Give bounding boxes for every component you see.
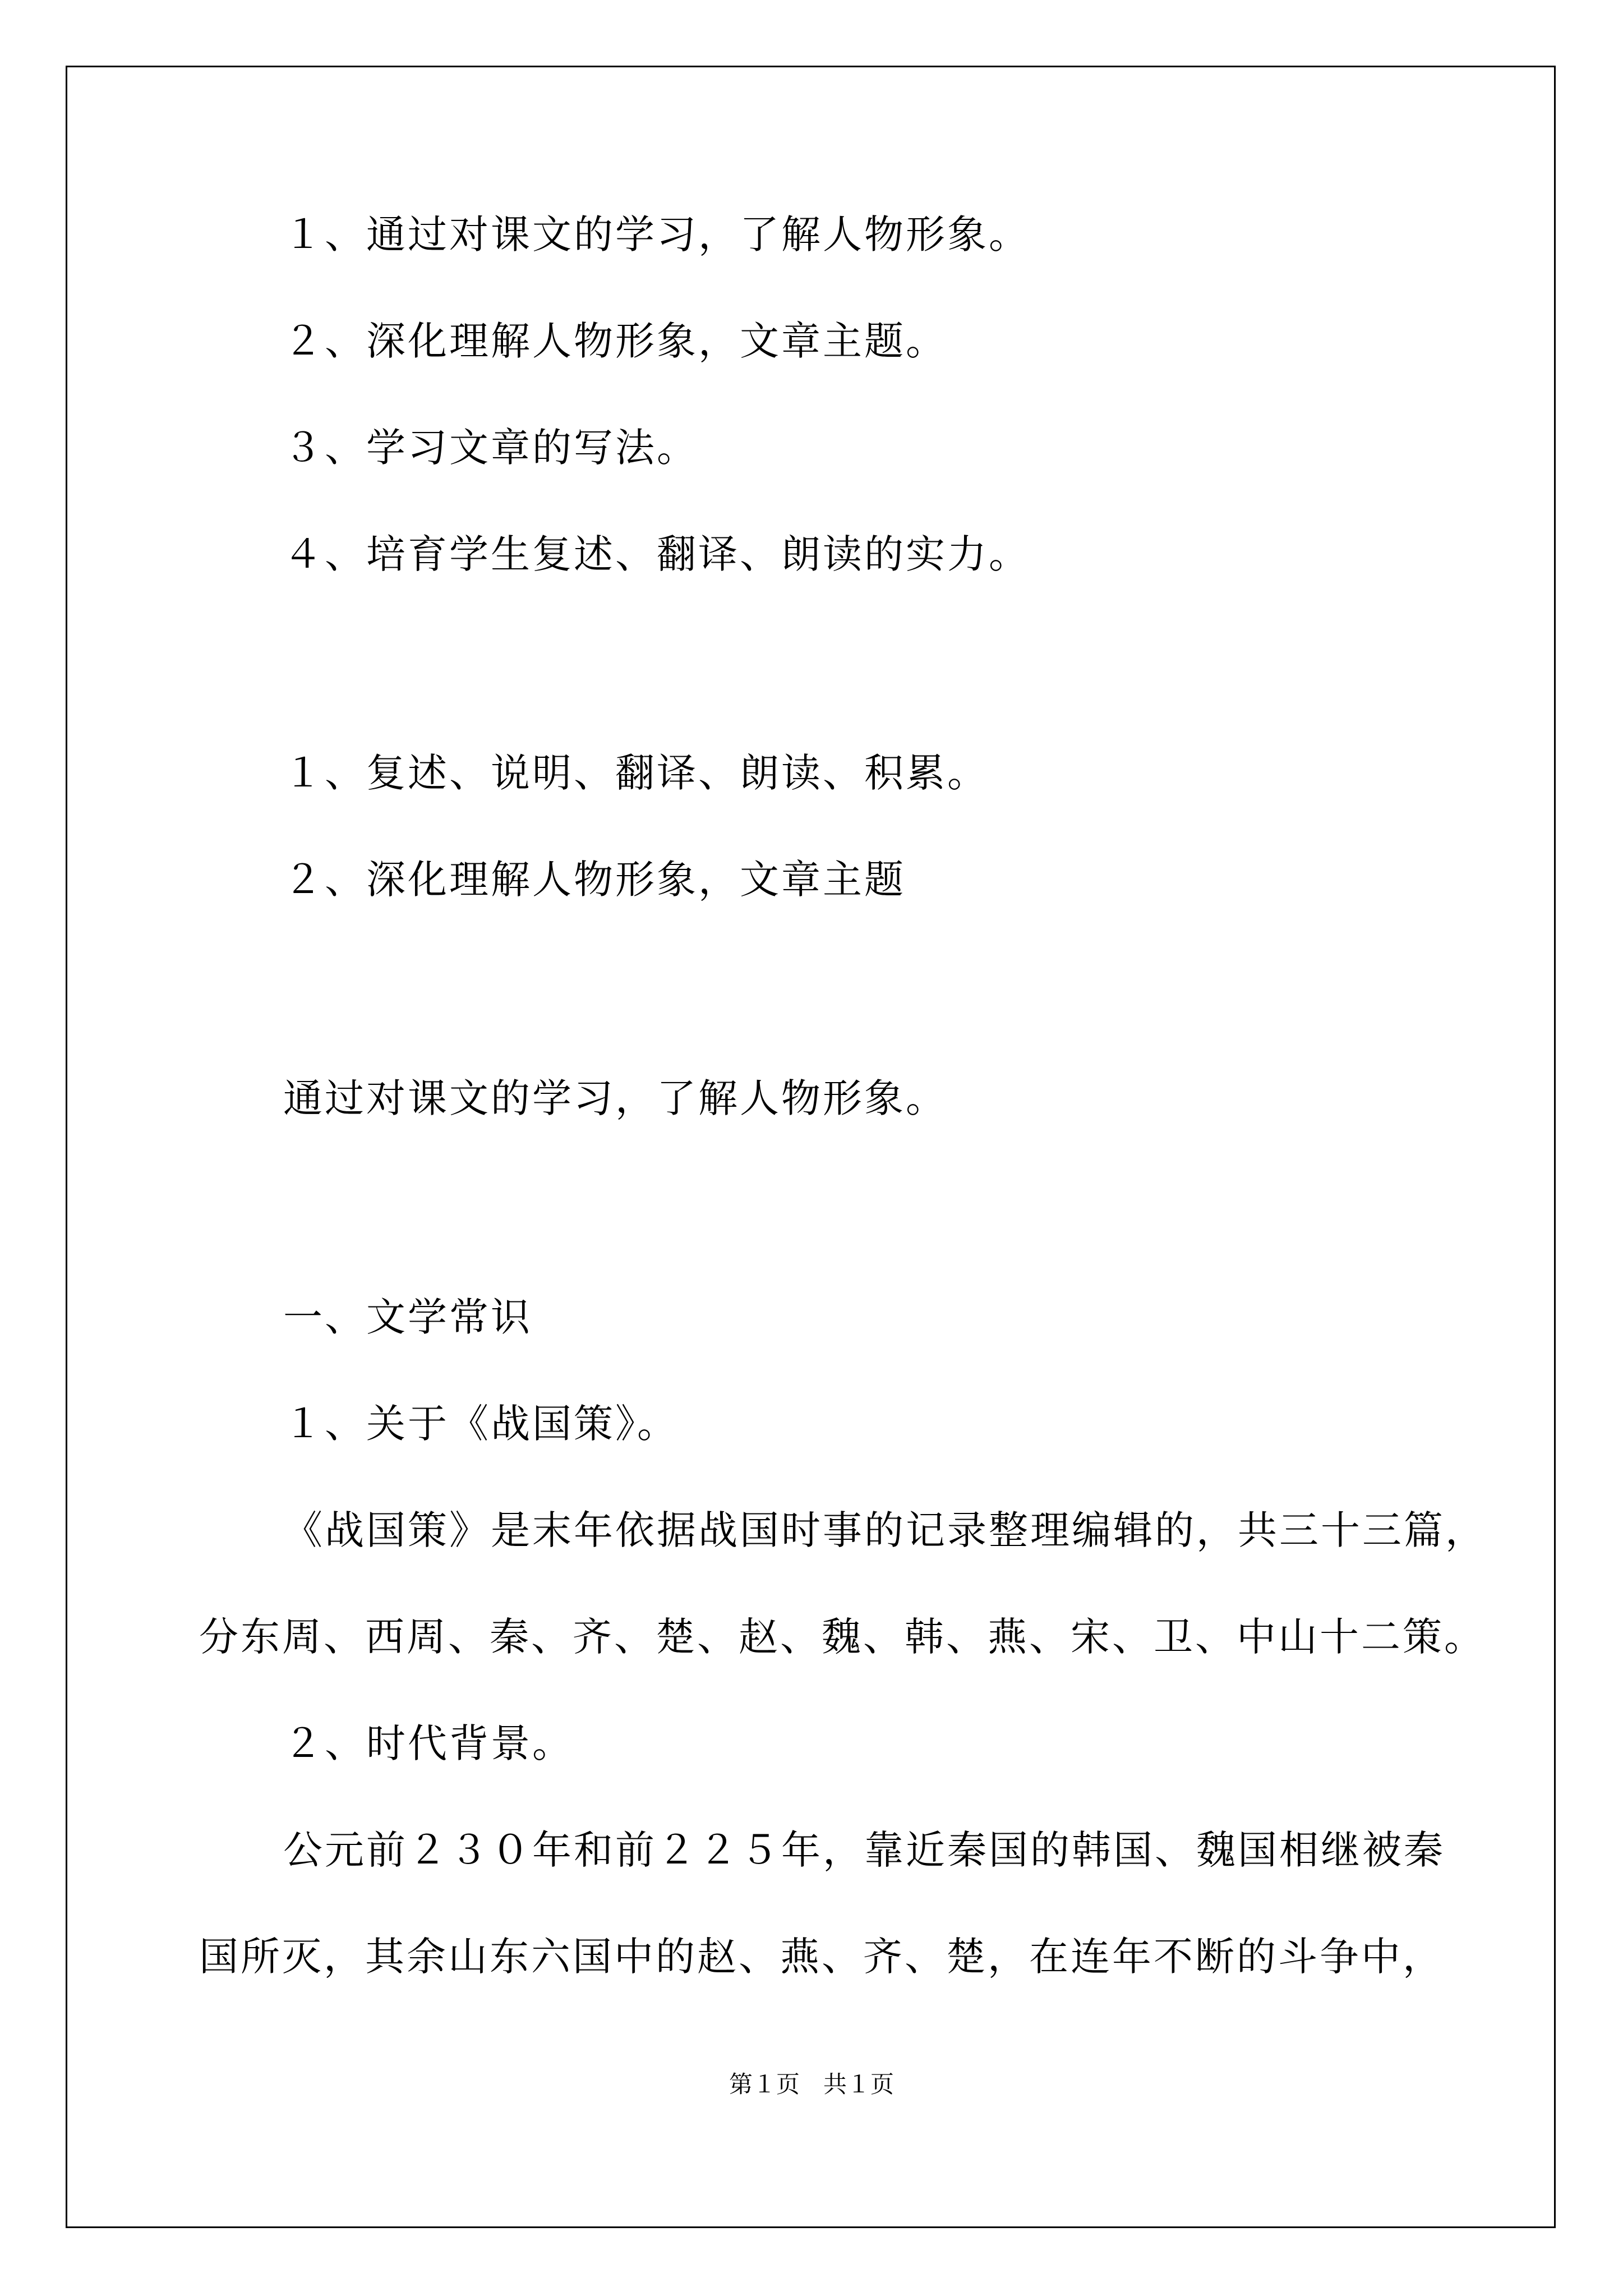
key-point-2: ２、深化理解人物形象，文章主题	[283, 857, 906, 903]
key-point-1: １、复述、说明、翻译、朗读、积累。	[283, 750, 989, 796]
page-border	[66, 66, 1556, 2228]
item1-heading: １、关于《战国策》。	[283, 1401, 679, 1447]
objective-2: ２、深化理解人物形象，文章主题。	[283, 318, 947, 364]
difficulty-text: 通过对课文的学习，了解人物形象。	[283, 1075, 947, 1121]
objective-3: ３、学习文章的写法。	[283, 425, 698, 471]
page-footer: 第１页 共１页	[728, 2072, 894, 2098]
item1-body-line-1: 《战国策》是末年依据战国时事的记录整理编辑的，共三十三篇，	[283, 1507, 1487, 1553]
objective-4: ４、培育学生复述、翻译、朗读的实力。	[283, 531, 1030, 577]
item2-body-line-2: 国所灭，其余山东六国中的赵、燕、齐、楚，在连年不断的斗争中，	[199, 1934, 1444, 1980]
section-heading: 一、文学常识	[283, 1294, 532, 1340]
item2-heading: ２、时代背景。	[283, 1720, 574, 1766]
objective-1: １、通过对课文的学习，了解人物形象。	[283, 211, 1030, 257]
item2-body-line-1: 公元前２３０年和前２２５年，靠近秦国的韩国、魏国相继被秦	[283, 1827, 1445, 1873]
item1-body-line-2: 分东周、西周、秦、齐、楚、赵、魏、韩、燕、宋、卫、中山十二策。	[199, 1614, 1486, 1660]
